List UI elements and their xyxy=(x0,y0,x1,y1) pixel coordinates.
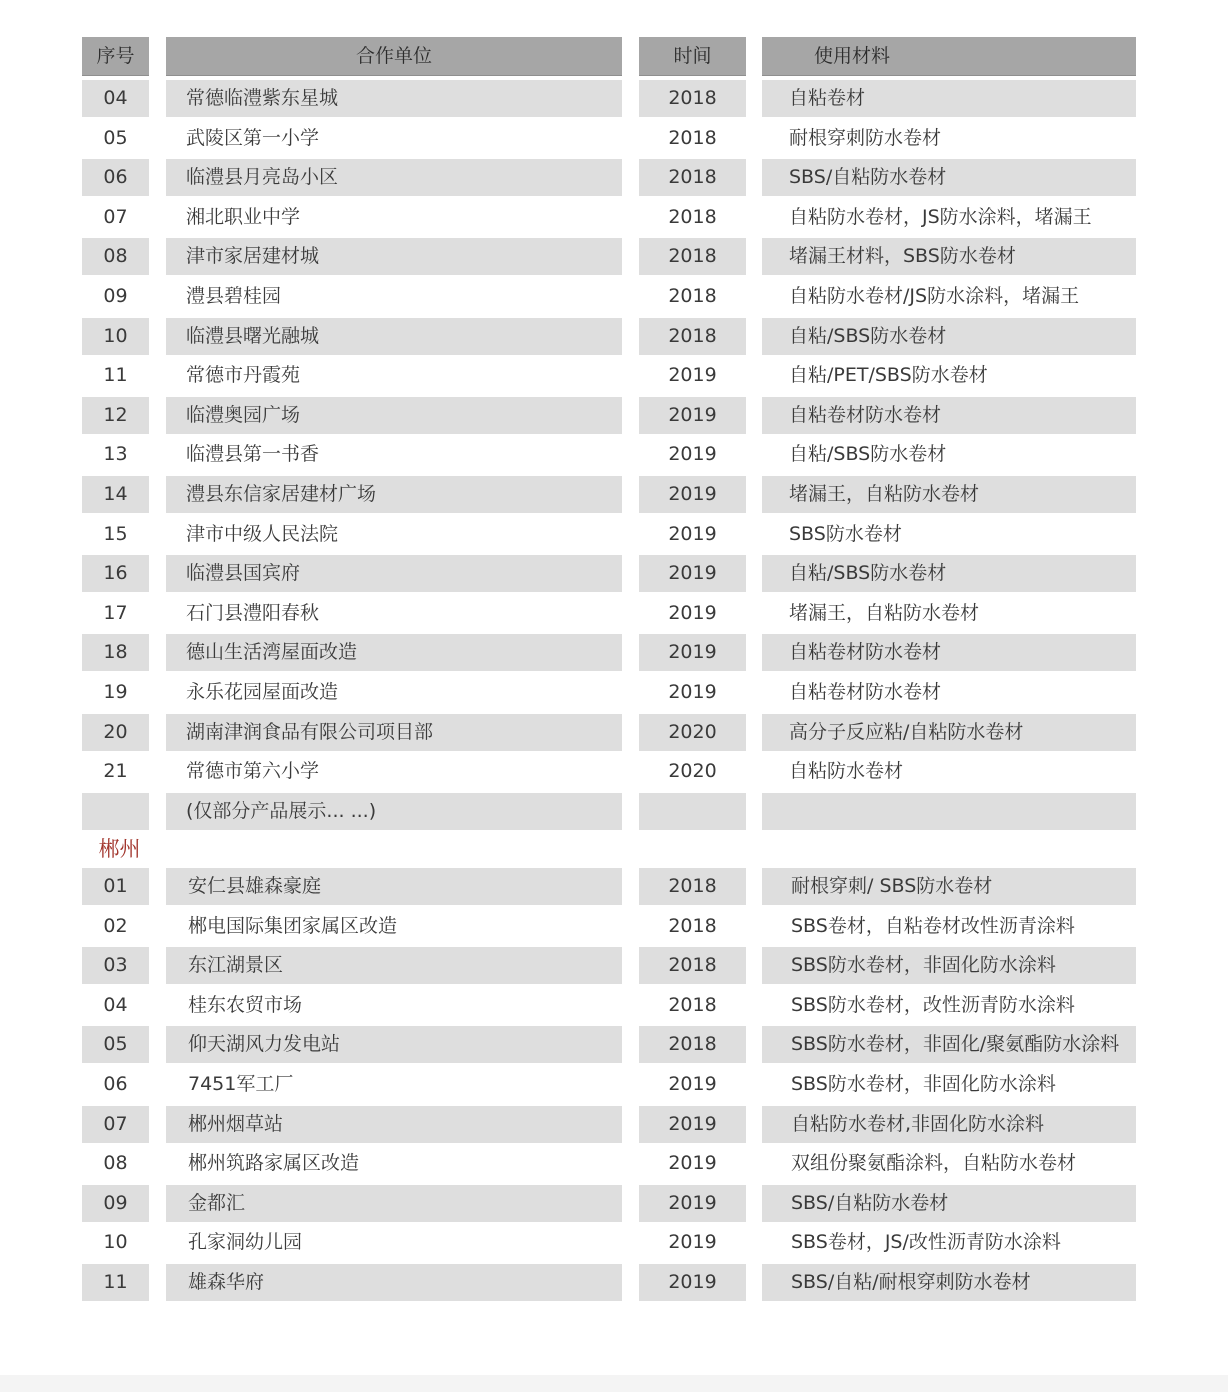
cell-time: 2018 xyxy=(639,1026,746,1063)
cell-material: SBS/自粘防水卷材 xyxy=(762,1185,1136,1222)
bottom-band xyxy=(0,1375,1228,1392)
cell-material: SBS防水卷材，非固化防水涂料 xyxy=(762,947,1136,984)
cell-time: 2018 xyxy=(668,993,717,1016)
cell-material: 自粘防水卷材 xyxy=(789,760,904,783)
cell-no: 05 xyxy=(82,1026,149,1063)
cell-material: 堵漏王，自粘防水卷材 xyxy=(762,476,1136,513)
table-row xyxy=(82,751,1136,791)
cell-unit: 津市家居建材城 xyxy=(166,238,622,275)
cell-no: 18 xyxy=(82,634,149,671)
table-row xyxy=(82,1106,1136,1146)
cell-unit: 金都汇 xyxy=(166,1185,622,1222)
table-row xyxy=(82,1145,1136,1185)
cell-time: 2019 xyxy=(668,1073,717,1096)
cell-no: 10 xyxy=(103,1231,128,1254)
cell-time: 2019 xyxy=(668,522,717,545)
table-row xyxy=(82,355,1136,395)
cell-time: 2018 xyxy=(668,126,717,149)
cell-material: 自粘卷材防水卷材 xyxy=(762,397,1136,434)
cell-material: SBS防水卷材，改性沥青防水涂料 xyxy=(791,993,1075,1016)
table-row xyxy=(82,118,1136,158)
cell-no: 04 xyxy=(103,993,128,1016)
group-changde xyxy=(82,78,1136,830)
cell-unit: (仅部分产品展示... ...) xyxy=(166,793,622,830)
cell-unit: 永乐花园屋面改造 xyxy=(186,680,339,703)
cell-material: 自粘/SBS防水卷材 xyxy=(762,318,1136,355)
cell-material: 耐根穿刺/ SBS防水卷材 xyxy=(762,868,1136,905)
cell-time: 2019 xyxy=(668,680,717,703)
section-label-chenzhou: 郴州 xyxy=(98,837,141,862)
cell-time: 2018 xyxy=(668,284,717,307)
cell-material: SBS防水卷材 xyxy=(789,522,902,545)
cell-material: 自粘/SBS防水卷材 xyxy=(789,443,947,466)
cell-no: 15 xyxy=(103,522,128,545)
table-row xyxy=(82,1224,1136,1264)
cell-no: 01 xyxy=(82,868,149,905)
cell-no: 08 xyxy=(103,1152,128,1175)
table-row xyxy=(82,1264,1136,1304)
group-chenzhou xyxy=(82,868,1136,1303)
cell-unit: 湘北职业中学 xyxy=(186,205,301,228)
cell-material: 高分子反应粘/自粘防水卷材 xyxy=(762,714,1136,751)
cell-material: 自粘卷材防水卷材 xyxy=(762,634,1136,671)
cell-time: 2020 xyxy=(639,714,746,751)
table-row xyxy=(82,593,1136,633)
cell-time: 2019 xyxy=(639,476,746,513)
cell-material: SBS卷材，JS/改性沥青防水涂料 xyxy=(791,1231,1061,1254)
table-row xyxy=(82,987,1136,1027)
cell-time: 2019 xyxy=(639,1185,746,1222)
cell-material: 自粘/SBS防水卷材 xyxy=(762,555,1136,592)
cell-time: 2018 xyxy=(668,914,717,937)
header-no: 序号 xyxy=(82,37,149,76)
table-row xyxy=(82,868,1136,908)
cell-time xyxy=(639,793,746,830)
cell-no: 11 xyxy=(103,364,128,387)
cell-material: 自粘卷材 xyxy=(762,80,1136,117)
cell-unit: 临澧县第一书香 xyxy=(186,443,320,466)
cell-time: 2018 xyxy=(639,947,746,984)
cell-time: 2019 xyxy=(639,397,746,434)
cell-unit: 常德临澧紫东星城 xyxy=(166,80,622,117)
cell-unit: 澧县东信家居建材广场 xyxy=(166,476,622,513)
cell-material: SBS/自粘/耐根穿刺防水卷材 xyxy=(762,1264,1136,1301)
cell-material: 堵漏王，自粘防水卷材 xyxy=(789,601,980,624)
cell-material: 双组份聚氨酯涂料，自粘防水卷材 xyxy=(791,1152,1077,1175)
cell-time: 2019 xyxy=(668,443,717,466)
cell-unit: 仰天湖风力发电站 xyxy=(166,1026,622,1063)
cell-material xyxy=(762,793,1136,830)
cell-time: 2018 xyxy=(639,80,746,117)
cell-time: 2019 xyxy=(668,1152,717,1175)
cell-unit: 石门县澧阳春秋 xyxy=(186,601,320,624)
table-row xyxy=(82,316,1136,356)
cell-unit: 常德市丹霞苑 xyxy=(186,364,301,387)
header-time: 时间 xyxy=(639,37,746,76)
header-material: 使用材料 xyxy=(762,37,1136,76)
cell-unit: 郴电国际集团家属区改造 xyxy=(188,914,398,937)
cell-time: 2018 xyxy=(639,318,746,355)
cell-no: 09 xyxy=(82,1185,149,1222)
cell-unit: 7451军工厂 xyxy=(188,1073,294,1096)
cell-no: 20 xyxy=(82,714,149,751)
cell-time: 2019 xyxy=(668,1231,717,1254)
cell-unit: 临澧县曙光融城 xyxy=(166,318,622,355)
cell-time: 2018 xyxy=(668,205,717,228)
cell-no: 09 xyxy=(103,284,128,307)
cell-time: 2018 xyxy=(639,159,746,196)
cell-no: 14 xyxy=(82,476,149,513)
table-row xyxy=(82,157,1136,197)
cell-time: 2020 xyxy=(668,760,717,783)
cell-unit: 郴州烟草站 xyxy=(166,1106,622,1143)
cell-no: 04 xyxy=(82,80,149,117)
cell-no: 02 xyxy=(103,914,128,937)
cell-material: SBS卷材，自粘卷材改性沥青涂料 xyxy=(791,914,1075,937)
cell-unit: 津市中级人民法院 xyxy=(186,522,339,545)
table-row xyxy=(82,712,1136,752)
cell-no: 16 xyxy=(82,555,149,592)
table-header xyxy=(82,37,1136,78)
cell-unit: 湖南津润食品有限公司项目部 xyxy=(166,714,622,751)
cell-no: 08 xyxy=(82,238,149,275)
table-row xyxy=(82,395,1136,435)
cell-material: 自粘防水卷材,非固化防水涂料 xyxy=(762,1106,1136,1143)
cell-unit: 桂东农贸市场 xyxy=(188,993,303,1016)
table-row xyxy=(82,1185,1136,1225)
cell-material: 堵漏王材料，SBS防水卷材 xyxy=(762,238,1136,275)
cell-time: 2019 xyxy=(639,634,746,671)
cell-no: 07 xyxy=(103,205,128,228)
section-row xyxy=(82,830,1136,868)
cell-no: 12 xyxy=(82,397,149,434)
table-row xyxy=(82,947,1136,987)
cell-unit: 临澧奥园广场 xyxy=(166,397,622,434)
header-unit: 合作单位 xyxy=(166,37,622,76)
cell-unit: 安仁县雄森豪庭 xyxy=(166,868,622,905)
cell-unit: 孔家洞幼儿园 xyxy=(188,1231,303,1254)
cell-no: 03 xyxy=(82,947,149,984)
cell-time: 2019 xyxy=(639,1264,746,1301)
cell-unit: 郴州筑路家属区改造 xyxy=(188,1152,360,1175)
cell-unit: 雄森华府 xyxy=(166,1264,622,1301)
table-row xyxy=(82,236,1136,276)
table-row xyxy=(82,553,1136,593)
project-table xyxy=(82,37,1136,1303)
table-row xyxy=(82,1066,1136,1106)
cell-no: 05 xyxy=(103,126,128,149)
cell-material: SBS防水卷材，非固化/聚氨酯防水涂料 xyxy=(762,1026,1136,1063)
table-row xyxy=(82,474,1136,514)
cell-unit: 东江湖景区 xyxy=(166,947,622,984)
cell-no: 13 xyxy=(103,443,128,466)
cell-unit: 临澧县国宾府 xyxy=(166,555,622,592)
cell-unit: 武陵区第一小学 xyxy=(186,126,320,149)
cell-material: 自粘防水卷材/JS防水涂料，堵漏王 xyxy=(789,284,1080,307)
cell-time: 2019 xyxy=(668,364,717,387)
cell-material: SBS防水卷材，非固化防水涂料 xyxy=(791,1073,1056,1096)
cell-material: 自粘/PET/SBS防水卷材 xyxy=(789,364,988,387)
table-row xyxy=(82,791,1136,831)
table-row xyxy=(82,434,1136,474)
table-row xyxy=(82,908,1136,948)
cell-no: 07 xyxy=(82,1106,149,1143)
cell-no: 17 xyxy=(103,601,128,624)
cell-material: 耐根穿刺防水卷材 xyxy=(789,126,942,149)
cell-no: 11 xyxy=(82,1264,149,1301)
cell-material: 自粘防水卷材，JS防水涂料，堵漏王 xyxy=(789,205,1092,228)
cell-no: 06 xyxy=(82,159,149,196)
table-row xyxy=(82,672,1136,712)
cell-unit: 德山生活湾屋面改造 xyxy=(166,634,622,671)
cell-time: 2019 xyxy=(639,1106,746,1143)
cell-unit: 澧县碧桂园 xyxy=(186,284,282,307)
cell-no: 06 xyxy=(103,1073,128,1096)
table-row xyxy=(82,276,1136,316)
cell-time: 2018 xyxy=(639,868,746,905)
table-row xyxy=(82,632,1136,672)
table-row xyxy=(82,1026,1136,1066)
table-row xyxy=(82,78,1136,118)
table-row xyxy=(82,514,1136,554)
cell-unit: 常德市第六小学 xyxy=(186,760,320,783)
cell-no: 21 xyxy=(103,760,128,783)
table-row xyxy=(82,197,1136,237)
cell-unit: 临澧县月亮岛小区 xyxy=(166,159,622,196)
cell-time: 2018 xyxy=(639,238,746,275)
cell-no xyxy=(82,793,149,830)
cell-no: 19 xyxy=(103,680,128,703)
cell-material: SBS/自粘防水卷材 xyxy=(762,159,1136,196)
cell-material: 自粘卷材防水卷材 xyxy=(789,680,942,703)
cell-time: 2019 xyxy=(639,555,746,592)
cell-time: 2019 xyxy=(668,601,717,624)
cell-no: 10 xyxy=(82,318,149,355)
